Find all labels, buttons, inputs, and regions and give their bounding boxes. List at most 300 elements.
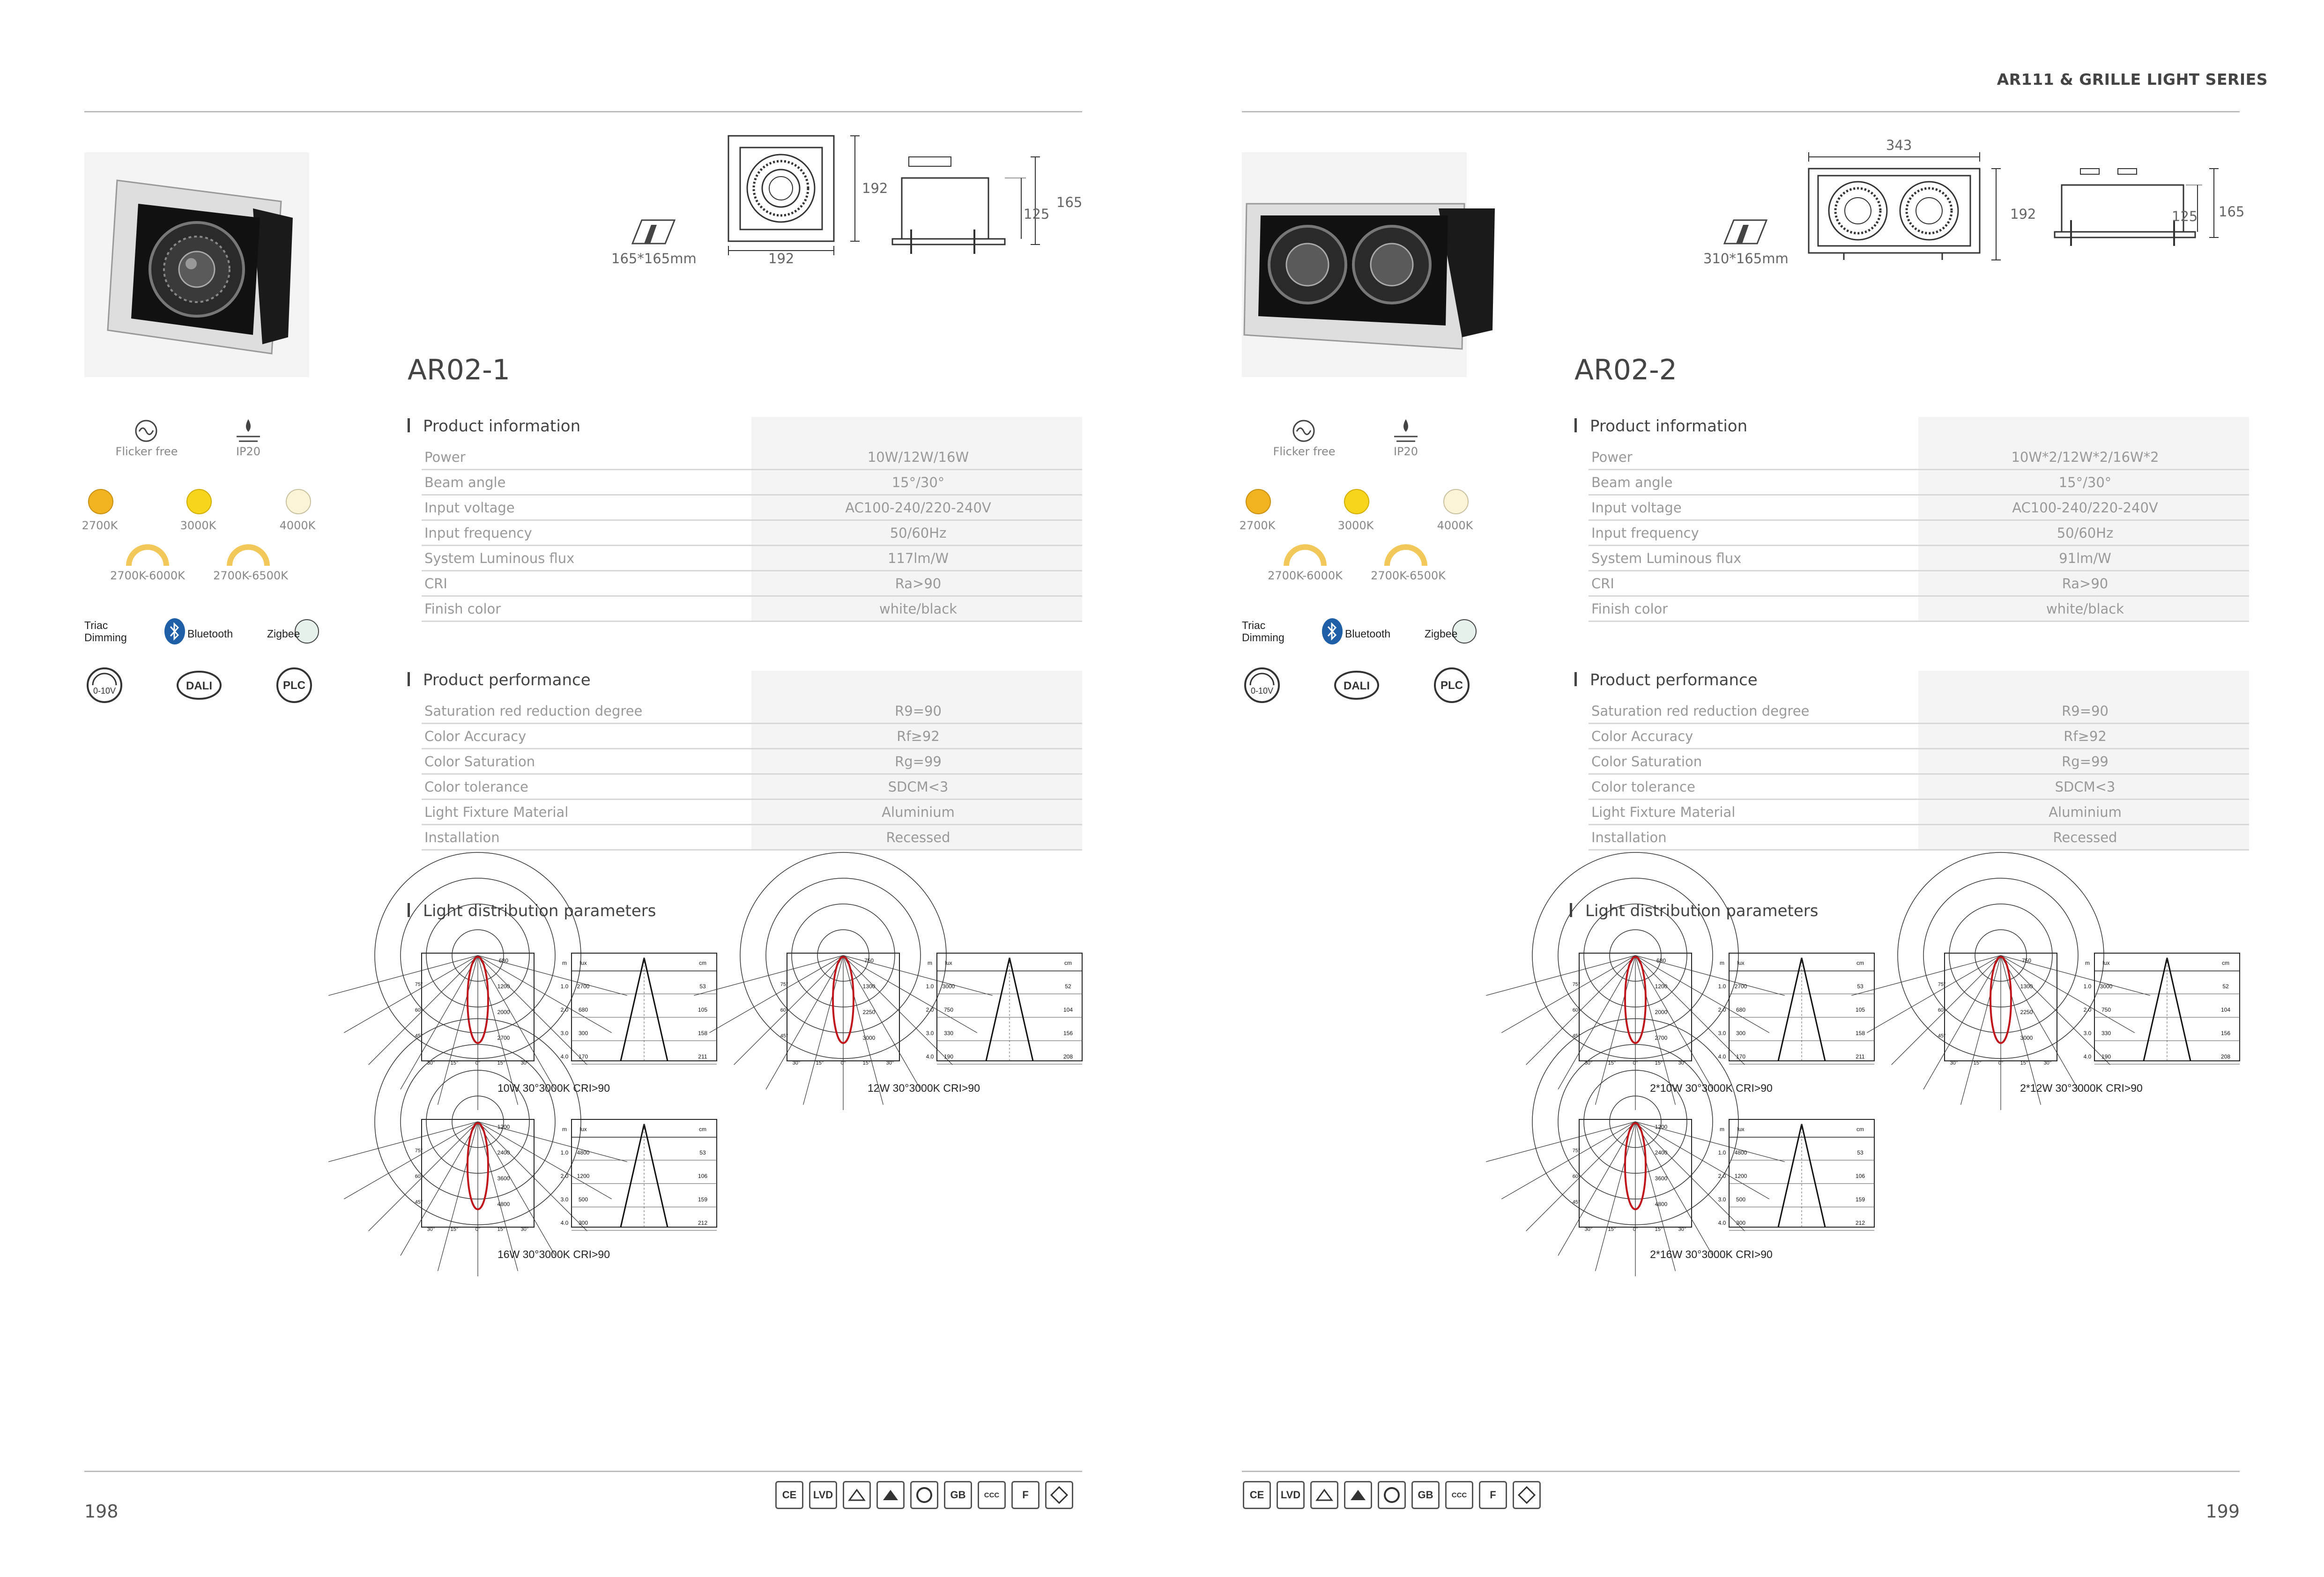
table-row: Color Saturation Rg=99 [422, 749, 1082, 774]
page-number: 198 [84, 1501, 119, 1522]
angle-label: 45° [780, 1033, 788, 1039]
ccc-mark-icon: CCC [978, 1481, 1006, 1509]
table-row: Saturation red reduction degree R9=90 [1589, 699, 2249, 724]
angle-label: 15° [1608, 1060, 1616, 1066]
diameter-value: 105 [698, 1007, 708, 1013]
cutout-size: 165*165mm [611, 251, 697, 267]
table-row: Color Accuracy Rf≥92 [422, 724, 1082, 749]
polar-spoke [2001, 955, 2078, 1089]
cutout-size: 310*165mm [1703, 251, 1789, 267]
distance-label: 1.0 [560, 1149, 569, 1156]
diameter-value: 106 [1855, 1173, 1865, 1179]
dali-icon [1333, 670, 1380, 701]
light-dist-title: Light distribution parameters [408, 902, 656, 920]
polar-spoke [1526, 955, 1635, 1065]
polar-value-label: 3600 [497, 1175, 510, 1182]
gb-mark-icon: GB [1411, 1481, 1440, 1509]
axis-unit-lux: lux [945, 960, 952, 966]
angle-label: 75° [415, 982, 423, 987]
front-width-label: 192 [768, 251, 794, 267]
lux-value: 300 [1736, 1030, 1746, 1037]
cct-4000-label: 4000K [279, 519, 316, 532]
angle-label: 75° [780, 982, 788, 987]
cct-4000-dot [286, 489, 311, 514]
ip20-icon [1389, 417, 1422, 445]
polar-spoke [1635, 955, 1713, 1089]
table-row: CRI Ra>90 [422, 571, 1082, 596]
lux-value: 330 [2101, 1030, 2111, 1037]
angle-label: 60° [1572, 1174, 1581, 1179]
polar-value-label: 1200 [1655, 983, 1668, 990]
polar-value-label: 1200 [1655, 1124, 1668, 1130]
angle-label: 15° [862, 1060, 871, 1066]
side-height-label-165: 165 [2219, 204, 2245, 220]
ccc-mark-icon: CCC [1445, 1481, 1473, 1509]
axis-unit-lux: lux [579, 960, 587, 966]
flicker-free-icon [134, 418, 159, 444]
triac-dimming-label: Triac Dimming [1242, 619, 1285, 644]
polar-spoke [1501, 955, 1635, 1033]
distance-label: 4.0 [2083, 1053, 2092, 1060]
light-distribution-chart [415, 953, 717, 1066]
angle-label: 15° [497, 1227, 505, 1232]
plc-label: PLC [1440, 679, 1463, 692]
angle-label: 45° [1572, 1199, 1581, 1205]
lux-value: 190 [943, 1053, 954, 1060]
polar-value-label: 2700 [497, 1035, 510, 1041]
angle-label: 15° [497, 1060, 505, 1066]
f-mark-icon: F [1479, 1481, 1507, 1509]
axis-unit-m: m [562, 1126, 567, 1133]
polar-spoke [1526, 1122, 1635, 1231]
diameter-value: 156 [1063, 1030, 1073, 1037]
angle-label: 0° [1998, 1060, 2004, 1066]
distance-label: 4.0 [926, 1053, 934, 1060]
lux-value: 680 [578, 1007, 588, 1013]
polar-spoke [1635, 1122, 1713, 1256]
lvd-mark-icon: LVD [809, 1481, 837, 1509]
angle-label: 30° [2043, 1060, 2052, 1066]
polar-value-label: 2700 [1655, 1035, 1668, 1041]
polar-value-label: 2000 [497, 1009, 510, 1015]
polar-spoke [369, 1122, 478, 1231]
light-distribution-chart [1572, 953, 1874, 1066]
table-row: Input voltage AC100-240/220-240V [1589, 495, 2249, 520]
polar-value-label: 3600 [1655, 1175, 1668, 1182]
product-info-table [422, 417, 1082, 622]
polar-value-label: 750 [2021, 957, 2032, 964]
product-perf-table [422, 671, 1082, 851]
diameter-value: 106 [698, 1173, 708, 1179]
tuv-mark-icon [910, 1481, 938, 1509]
polar-spoke [369, 955, 478, 1065]
angle-label: 15° [450, 1060, 459, 1066]
diameter-value: 212 [1855, 1220, 1865, 1226]
angle-label: 30° [1584, 1060, 1593, 1066]
diameter-value: 159 [698, 1196, 708, 1203]
lux-value: 750 [2101, 1007, 2111, 1013]
polar-spoke [1486, 955, 1635, 995]
angle-label: 45° [415, 1033, 423, 1039]
polar-spoke [1486, 1122, 1635, 1162]
polar-spoke [1501, 1122, 1635, 1199]
distribution-svg [780, 953, 1082, 1066]
distance-label: 4.0 [560, 1053, 569, 1060]
axis-unit-m: m [928, 960, 932, 966]
diameter-value: 208 [2220, 1053, 2231, 1060]
polar-spoke [766, 955, 843, 1089]
polar-value-label: 1200 [497, 983, 510, 990]
ip20-icon [232, 417, 265, 445]
diameter-value: 211 [698, 1053, 707, 1060]
axis-unit-cm: cm [2222, 960, 2229, 966]
polar-spoke [1635, 1122, 1745, 1231]
cct-2700-label: 2700K [1239, 519, 1276, 532]
polar-value-label: 3000 [2020, 1035, 2033, 1041]
cct-3000-dot [186, 489, 212, 514]
chart-caption: 12W 30°3000K CRI>90 [868, 1082, 980, 1094]
angle-label: 60° [1572, 1007, 1581, 1013]
dali-label: DALI [186, 680, 212, 692]
polar-value-label: 2000 [1655, 1009, 1668, 1015]
diameter-value: 52 [1065, 983, 1071, 990]
chart-caption: 2*12W 30°3000K CRI>90 [2020, 1082, 2143, 1094]
angle-label: 75° [1938, 982, 1946, 987]
axis-unit-lux: lux [579, 1126, 587, 1133]
dali-icon [176, 670, 223, 701]
zero-ten-v-icon [1241, 666, 1283, 704]
distribution-svg [415, 953, 717, 1066]
light-distribution-chart [1572, 1119, 1874, 1232]
distance-label: 3.0 [1718, 1030, 1726, 1037]
header-divider [1242, 111, 2240, 112]
plc-label: PLC [283, 679, 305, 692]
diameter-value: 159 [1855, 1196, 1865, 1203]
angle-label: 0° [475, 1227, 481, 1232]
bluetooth-icon [163, 617, 186, 645]
light-distribution-chart [415, 1119, 717, 1232]
lux-value: 300 [1736, 1220, 1746, 1226]
angle-label: 45° [1572, 1033, 1581, 1039]
angle-label: 60° [1938, 1007, 1946, 1013]
polar-value-label: 2400 [497, 1149, 510, 1156]
table-row: Power 10W*2/12W*2/16W*2 [1589, 445, 2249, 470]
diameter-value: 211 [1856, 1053, 1865, 1060]
axis-unit-m: m [1720, 1126, 1724, 1133]
table-row: Finish color white/black [422, 596, 1082, 622]
lux-value: 750 [943, 1007, 954, 1013]
axis-unit-m: m [2085, 960, 2090, 966]
diameter-value: 208 [1063, 1053, 1073, 1060]
angle-label: 30° [520, 1227, 529, 1232]
product-info-table [1589, 417, 2249, 622]
angle-label: 30° [1678, 1227, 1686, 1232]
table-row: Color Saturation Rg=99 [1589, 749, 2249, 774]
diameter-value: 53 [699, 1149, 706, 1156]
cutout-icon [628, 218, 679, 246]
distance-label: 4.0 [1718, 1053, 1726, 1060]
distance-label: 2.0 [1718, 1007, 1726, 1013]
polar-value-label: 680 [1656, 957, 1666, 964]
dim-to-warm-6000-icon [1282, 543, 1329, 567]
flicker-free-label: Flicker free [1273, 445, 1336, 458]
angle-label: 15° [816, 1060, 824, 1066]
distribution-svg [1938, 953, 2240, 1066]
side-height-label-125: 125 [2172, 208, 2198, 224]
polar-value-label: 1200 [497, 1124, 510, 1130]
polar-spoke [734, 955, 843, 1065]
angle-label: 0° [840, 1060, 846, 1066]
angle-label: 45° [415, 1199, 423, 1205]
angle-label: 30° [886, 1060, 894, 1066]
polar-spoke [1558, 1122, 1635, 1256]
product-photo [84, 152, 309, 377]
distance-label: 3.0 [2083, 1030, 2092, 1037]
distribution-svg [1572, 1119, 1874, 1232]
weee-mark-icon [1045, 1481, 1073, 1509]
angle-label: 60° [415, 1174, 423, 1179]
table-row: Color tolerance SDCM<3 [422, 774, 1082, 800]
angle-label: 15° [450, 1227, 459, 1232]
cct-3000-label: 3000K [1337, 519, 1374, 532]
header-divider [84, 111, 1082, 112]
axis-unit-cm: cm [699, 1126, 706, 1133]
axis-unit-lux: lux [1737, 960, 1745, 966]
model-name: AR02-2 [1574, 354, 1677, 386]
bluetooth-label: Bluetooth [1345, 628, 1391, 640]
distance-label: 2.0 [560, 1007, 569, 1013]
distance-label: 2.0 [560, 1173, 569, 1179]
angle-label: 15° [1655, 1060, 1663, 1066]
plc-icon [275, 666, 313, 704]
cct-2700-label: 2700K [82, 519, 118, 532]
zero-ten-v-icon [83, 666, 126, 704]
chart-caption: 16W 30°3000K CRI>90 [497, 1248, 610, 1260]
page-number: 199 [2205, 1501, 2240, 1522]
diameter-value: 53 [699, 983, 706, 990]
polar-value-label: 3000 [862, 1035, 876, 1041]
rcm-mark-icon [843, 1481, 871, 1509]
polar-value-label: 2250 [2020, 1009, 2033, 1015]
flicker-free-icon [1291, 418, 1317, 444]
chart-caption: 10W 30°3000K CRI>90 [497, 1082, 610, 1094]
certification-marks [775, 1481, 1073, 1511]
table-row: Color Accuracy Rf≥92 [1589, 724, 2249, 749]
cct-3000-label: 3000K [180, 519, 216, 532]
triac-dimming-label: Triac Dimming [84, 619, 127, 644]
product-info-title: Product information [1574, 417, 1747, 436]
axis-unit-cm: cm [699, 960, 706, 966]
distance-label: 3.0 [560, 1030, 569, 1037]
table-row: Light Fixture Material Aluminium [1589, 800, 2249, 825]
cct-3000-dot [1344, 489, 1369, 514]
dim-to-warm-6500-icon [1382, 543, 1429, 567]
polar-value-label: 1300 [2020, 983, 2033, 990]
lux-value: 300 [578, 1030, 588, 1037]
distance-label: 2.0 [926, 1007, 934, 1013]
table-row: Input frequency 50/60Hz [422, 520, 1082, 546]
lvd-mark-icon: LVD [1277, 1481, 1305, 1509]
polar-spoke [401, 955, 478, 1089]
front-view-drawing [1806, 148, 2041, 267]
lux-value: 2700 [577, 983, 590, 990]
f-mark-icon: F [1011, 1481, 1039, 1509]
front-height-label: 192 [862, 180, 888, 196]
zero-ten-v-label: 0-10V [1250, 686, 1274, 696]
angle-label: 30° [427, 1227, 435, 1232]
side-view-drawing [2052, 159, 2235, 253]
dim-to-warm-6500-icon [225, 543, 272, 567]
angle-label: 60° [780, 1007, 788, 1013]
lux-value: 4800 [1734, 1149, 1747, 1156]
angle-label: 30° [792, 1060, 801, 1066]
dali-label: DALI [1344, 680, 1370, 692]
side-height-label-165: 165 [1056, 194, 1083, 210]
diameter-value: 53 [1857, 1149, 1864, 1156]
angle-label: 60° [415, 1007, 423, 1013]
light-distribution-chart [1938, 953, 2240, 1066]
polar-spoke [1923, 955, 2001, 1089]
polar-spoke [344, 955, 478, 1033]
angle-label: 15° [1973, 1060, 1982, 1066]
polar-spoke [328, 955, 478, 995]
table-row: Installation Recessed [422, 825, 1082, 850]
table-row: Beam angle 15°/30° [1589, 470, 2249, 495]
axis-unit-m: m [1720, 960, 1724, 966]
distribution-svg [1572, 953, 1874, 1066]
axis-unit-cm: cm [1064, 960, 1072, 966]
diameter-value: 158 [698, 1030, 708, 1037]
polar-value-label: 4800 [497, 1201, 510, 1207]
chart-caption: 2*10W 30°3000K CRI>90 [1650, 1082, 1773, 1094]
lux-value: 500 [578, 1196, 588, 1203]
distance-label: 1.0 [1718, 1149, 1726, 1156]
polar-value-label: 2400 [1655, 1149, 1668, 1156]
front-height-label: 192 [2010, 206, 2036, 222]
distribution-svg [415, 1119, 717, 1232]
table-row: Installation Recessed [1589, 825, 2249, 850]
angle-label: 0° [475, 1060, 481, 1066]
polar-value-label: 2250 [862, 1009, 876, 1015]
polar-value-label: 750 [864, 957, 874, 964]
lux-value: 500 [1736, 1196, 1746, 1203]
bluetooth-label: Bluetooth [187, 628, 233, 640]
ip20-label: IP20 [1393, 445, 1418, 458]
lux-value: 4800 [577, 1149, 590, 1156]
axis-unit-m: m [562, 960, 567, 966]
dim-to-warm-6500-label: 2700K-6500K [1371, 569, 1446, 582]
saa-mark-icon [876, 1481, 905, 1509]
lux-value: 190 [2101, 1053, 2111, 1060]
distance-label: 1.0 [560, 983, 569, 990]
angle-label: 30° [1950, 1060, 1958, 1066]
rcm-mark-icon [1310, 1481, 1338, 1509]
light-distribution-chart [780, 953, 1082, 1066]
front-width-label: 343 [1886, 137, 1912, 153]
dim-to-warm-6000-label: 2700K-6000K [1268, 569, 1343, 582]
table-row: Finish color white/black [1589, 596, 2249, 622]
diameter-value: 158 [1855, 1030, 1865, 1037]
distance-label: 4.0 [1718, 1220, 1726, 1226]
weee-mark-icon [1513, 1481, 1541, 1509]
polar-spoke [478, 1122, 555, 1256]
polar-spoke [478, 955, 555, 1089]
plc-icon [1433, 666, 1470, 704]
table-row: System Luminous flux 117lm/W [422, 546, 1082, 571]
ip20-label: IP20 [236, 445, 261, 458]
polar-spoke [840, 955, 921, 1089]
zigbee-label: Zigbee [1425, 628, 1458, 640]
lux-value: 170 [1736, 1053, 1746, 1060]
diameter-value: 52 [2222, 983, 2229, 990]
ce-mark-icon: CE [775, 1481, 803, 1509]
polar-spoke [478, 955, 587, 1065]
product-perf-title: Product performance [1574, 671, 1758, 689]
polar-spoke [1635, 955, 1745, 1065]
angle-label: 30° [1678, 1060, 1686, 1066]
cutout-icon [1720, 218, 1771, 246]
angle-label: 0° [1633, 1227, 1638, 1232]
distance-label: 1.0 [926, 983, 934, 990]
angle-label: 75° [1572, 1148, 1581, 1154]
angle-label: 75° [1572, 982, 1581, 987]
side-view-drawing [890, 150, 1068, 258]
tuv-mark-icon [1378, 1481, 1406, 1509]
table-row: CRI Ra>90 [1589, 571, 2249, 596]
angle-label: 15° [2020, 1060, 2028, 1066]
dim-to-warm-6500-label: 2700K-6500K [213, 569, 288, 582]
saa-mark-icon [1344, 1481, 1372, 1509]
polar-spoke [709, 955, 843, 1033]
gb-mark-icon: GB [944, 1481, 972, 1509]
polar-spoke [401, 1122, 478, 1256]
lux-value: 1200 [1734, 1173, 1747, 1179]
diameter-value: 53 [1857, 983, 1864, 990]
side-height-label-125: 125 [1024, 206, 1050, 222]
ce-mark-icon: CE [1243, 1481, 1271, 1509]
table-row: Light Fixture Material Aluminium [422, 800, 1082, 825]
polar-spoke [328, 1122, 478, 1162]
table-row: Beam angle 15°/30° [422, 470, 1082, 495]
angle-label: 0° [1633, 1060, 1638, 1066]
catalog-page-right [1162, 0, 2324, 1577]
product-photo [1242, 152, 1467, 377]
dim-to-warm-6000-icon [124, 543, 171, 567]
table-row: Saturation red reduction degree R9=90 [422, 699, 1082, 724]
distance-label: 3.0 [926, 1030, 934, 1037]
polar-value-label: 4800 [1655, 1201, 1668, 1207]
axis-unit-cm: cm [1856, 960, 1864, 966]
product-perf-table [1589, 671, 2249, 851]
polar-spoke [344, 1122, 478, 1199]
cct-2700-dot [1246, 489, 1271, 514]
angle-label: 30° [1584, 1227, 1593, 1232]
front-view-drawing [721, 131, 876, 267]
diameter-value: 104 [2220, 1007, 2231, 1013]
lux-value: 1200 [577, 1173, 590, 1179]
angle-label: 45° [1938, 1033, 1946, 1039]
polar-spoke [1558, 955, 1635, 1089]
cct-4000-dot [1443, 489, 1469, 514]
diameter-value: 156 [2220, 1030, 2231, 1037]
series-title: AR111 & GRILLE LIGHT SERIES [1997, 70, 2268, 89]
lux-value: 3000 [942, 983, 955, 990]
distance-label: 3.0 [1718, 1196, 1726, 1203]
table-row: Input frequency 50/60Hz [1589, 520, 2249, 546]
footer-divider [1242, 1471, 2240, 1472]
angle-label: 30° [520, 1060, 529, 1066]
diameter-value: 104 [1063, 1007, 1073, 1013]
